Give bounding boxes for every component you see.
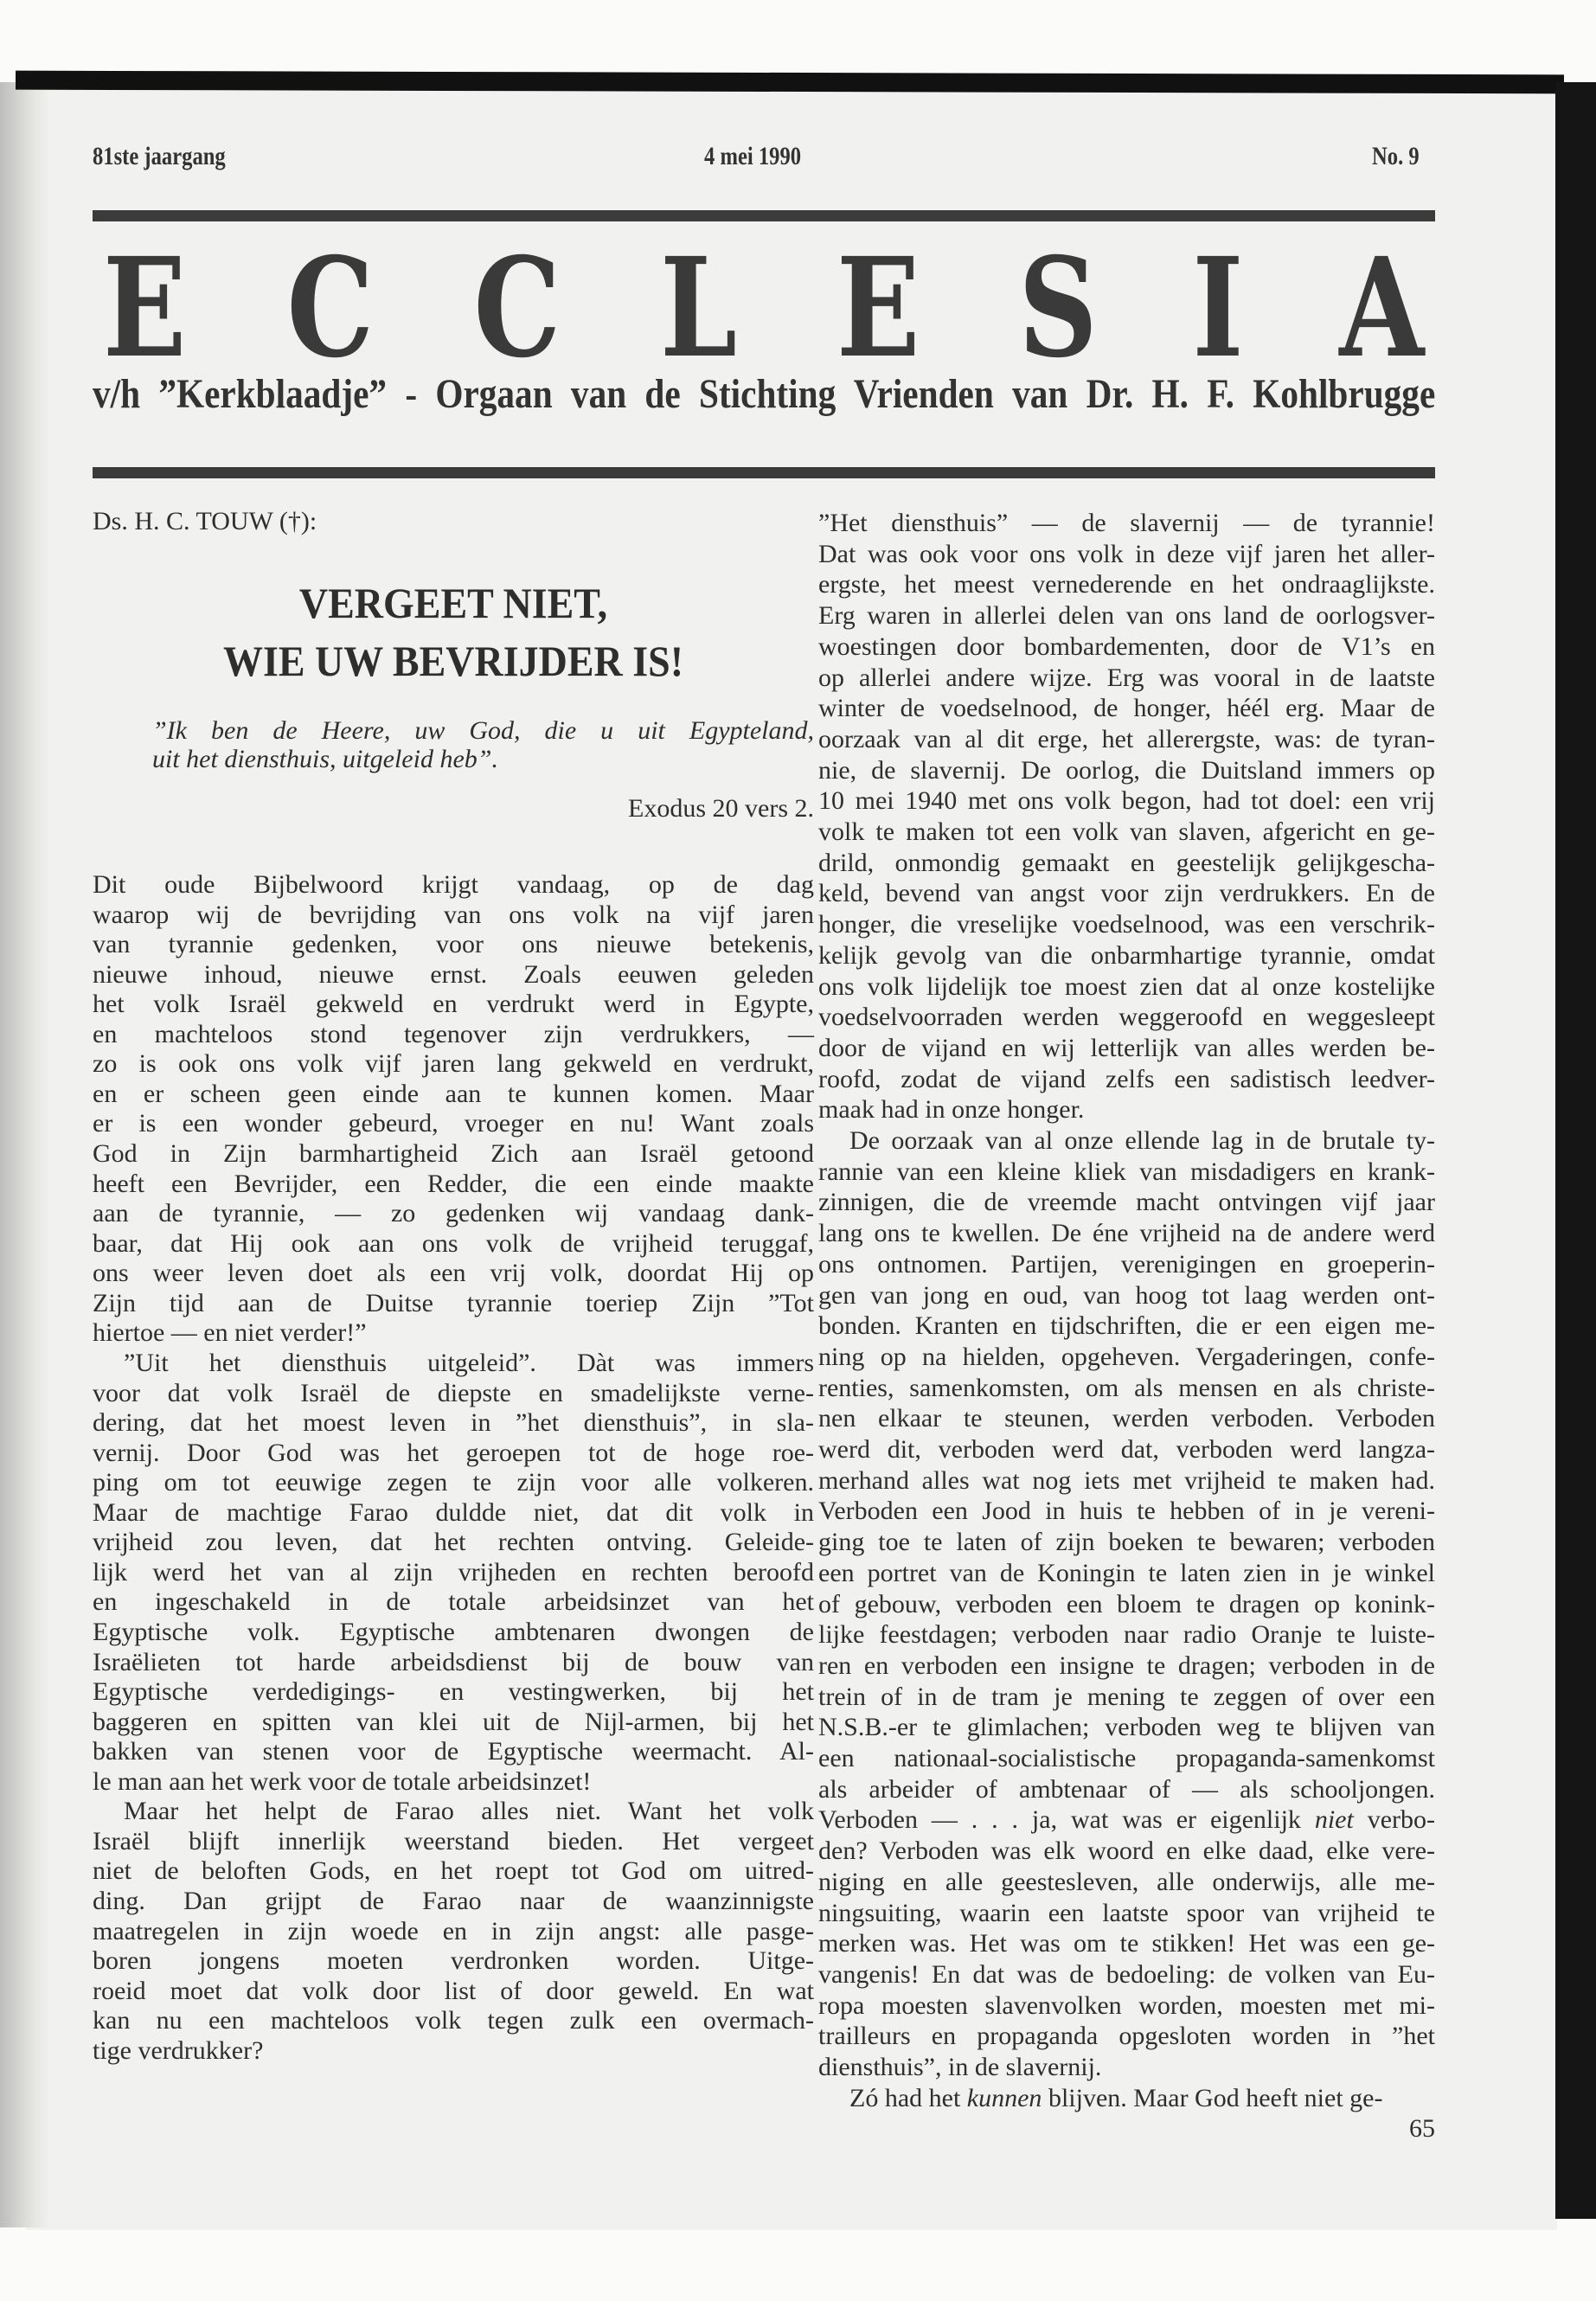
text-line: Verboden een Jood in huis te hebben of in je vereni- <box>818 1497 1435 1526</box>
text-line: le man aan het werk voor de totale arbeidsinzet! <box>93 1766 592 1796</box>
emphasis: niet <box>1314 1805 1354 1835</box>
text-line: boren jongens moeten verdronken worden. Uitge- <box>93 1946 814 1976</box>
text-line: ons weer leven doet als een vrij volk, doordat Hij op <box>93 1259 814 1288</box>
page-binding-edge <box>0 82 50 2227</box>
text-line: voor dat volk Israël de diepste en smadelijkste verne- <box>93 1378 814 1407</box>
text-line: niging en alle geestesleven, alle onderwijs, alle me- <box>818 1867 1435 1896</box>
scan-top-border <box>16 71 1564 94</box>
text-line: door de vijand en wij letterlijk van alles werden be- <box>818 1033 1435 1062</box>
text-line: dering, dat het moest leven in ”het diensthuis”, in sla- <box>93 1408 814 1438</box>
quote-source: Exodus 20 vers 2. <box>628 794 814 823</box>
text-line: roeid moet dat volk door list of door geweld. En wat <box>93 1976 814 2005</box>
text-segment: blijven. Maar God heeft niet ge- <box>1042 2083 1383 2112</box>
text-line: God in Zijn barmhartigheid Zich aan Israël getoond <box>93 1139 814 1169</box>
text-line: Dit oude Bijbelwoord krijgt vandaag, op de dag <box>93 870 814 899</box>
text-line: baar, dat Hij ook aan ons volk de vrijheid teruggaf, <box>93 1228 814 1258</box>
text-line: Israëlieten tot harde arbeidsdienst bij de bouw van <box>93 1647 814 1676</box>
header-rule <box>93 210 1435 221</box>
text-line: werd dit, verboden werd dat, verboden werd langza- <box>818 1435 1435 1464</box>
text-line: vangenis! En dat was de bedoeling: de volken van Eu- <box>818 1959 1435 1989</box>
text-line: ergste, het meest vernederende en het ondraaglijkste. <box>818 570 1435 599</box>
issue-number: No. 9 <box>1372 142 1420 170</box>
text-line: winter de voedselnood, de honger, héél erg. Maar de <box>818 694 1435 723</box>
text-line: drild, onmondig gemaakt en geestelijk gelijkgescha- <box>818 848 1435 877</box>
masthead-letter: E <box>103 228 187 388</box>
text-line: diensthuis”, in de slavernij. <box>818 2053 1102 2081</box>
masthead-letter: I <box>1192 228 1244 388</box>
text-line: N.S.B.-er te glimlachen; verboden weg te blijven van <box>818 1713 1435 1742</box>
text-line: volk te maken tot een volk van slaven, afgericht en ge- <box>818 817 1435 846</box>
text-line: ons volk lijdelijk toe moest zien dat al onze kostelijke <box>818 971 1435 1001</box>
text-line: en er scheen geen einde aan te kunnen komen. Maar <box>93 1079 814 1108</box>
text-line: Dat was ook voor ons volk in deze vijf jaren het aller- <box>818 539 1435 568</box>
text-line: vrijheid zou leven, dat het rechten ontving. Geleide- <box>93 1528 814 1557</box>
text-line: keld, bevend van angst voor zijn verdrukkers. En de <box>818 879 1435 908</box>
text-line: Maar de machtige Farao duldde niet, dat dit volk in <box>93 1497 814 1527</box>
text-line: trailleurs en propaganda opgesloten worden in ”het <box>818 2022 1435 2051</box>
text-line: voedselvoorraden werden weggeroofd en weggesleept <box>818 1003 1435 1032</box>
text-line: oorzaak van al dit erge, het allerergste, was: de tyran- <box>818 724 1435 753</box>
text-line: nie, de slavernij. De oorlog, die Duitsland immers op <box>818 755 1435 785</box>
masthead-letter: C <box>286 228 374 388</box>
text-line: honger, die vreselijke voedselnood, was een verschrik- <box>818 910 1435 939</box>
text-segment: verbo- <box>1353 1805 1436 1835</box>
text-line: roofd, zodat de vijand zelfs een sadistisch leedver- <box>818 1064 1435 1093</box>
text-line: Egyptische verdedigings- en vestingwerken, bij het <box>93 1677 814 1707</box>
text-line <box>849 2084 1435 2113</box>
text-line: het volk Israël gekweld en verdrukt werd in Egypte, <box>93 990 814 1019</box>
author-byline: Ds. H. C. TOUW (†): <box>93 507 317 535</box>
masthead-letter: E <box>836 228 920 388</box>
text-line: lang ons te kwellen. De éne vrijheid na de andere werd <box>818 1219 1435 1248</box>
issue-date: 4 mei 1990 <box>704 142 802 170</box>
text-line: kelijk gevolg van die onbarmhartige tyrannie, omdat <box>818 940 1435 970</box>
text-line: vernij. Door God was het geroepen tot de hoge roe- <box>93 1438 814 1467</box>
volume-label: 81ste jaargang <box>93 142 226 170</box>
bible-quote <box>152 716 814 773</box>
text-line: kan nu een machteloos volk tegen zulk een overmach- <box>93 2006 814 2035</box>
text-line: Erg waren in allerlei delen van ons land de oorlogsver- <box>818 601 1435 631</box>
text-line: aan de tyrannie, — zo gedenken wij vandaag dank- <box>93 1199 814 1228</box>
text-line: tige verdrukker? <box>93 2035 264 2065</box>
quote-line: uit het diensthuis, uitgeleid heb”. <box>152 745 498 773</box>
text-line: merken was. Het was om te stikken! Het was een ge- <box>818 1929 1435 1958</box>
text-line: Zijn tijd aan de Duitse tyrannie toeriep Zijn ”Tot <box>93 1288 814 1317</box>
text-line: zinnigen, die de vreemde macht ontvingen vijf jaar <box>818 1188 1435 1217</box>
quote-line: ”Ik ben de Heere, uw God, die u uit Egypteland, <box>152 716 814 745</box>
text-line: woestingen door bombardementen, door de V1’s en <box>818 631 1435 661</box>
text-line: een nationaal-socialistische propaganda-samenkomst <box>818 1744 1435 1772</box>
text-line: ren en verboden een insigne te dragen; verboden in de <box>818 1650 1435 1680</box>
text-line: zo is ook ons volk vijf jaren lang gekweld en verdrukt, <box>93 1049 814 1079</box>
text-line: ping om tot eeuwige zegen te zijn voor alle volkeren. <box>93 1468 814 1497</box>
text-line: trein of in de tram je mening te zeggen of over een <box>818 1682 1435 1711</box>
masthead-letter: A <box>1339 228 1425 388</box>
text-line: bakken van stenen voor de Egyptische weermacht. Al- <box>93 1737 814 1766</box>
text-line: ding. Dan grijpt de Farao naar de waanzinnigste <box>93 1887 814 1916</box>
scan-right-border <box>1555 82 1596 2219</box>
masthead-letter: L <box>660 228 738 388</box>
text-line: en ingeschakeld in de totale arbeidsinzet van het <box>93 1587 814 1617</box>
text-segment: Zó had het <box>849 2083 967 2112</box>
subtitle-text: v/h ”Kerkblaadje” - Orgaan van de Stichting Vrienden van Dr. H. F. Kohlbrugge <box>93 371 1436 417</box>
text-line: bonden. Kranten en tijdschriften, die er een eigen me- <box>818 1311 1435 1341</box>
text-line: maatregelen in zijn woede en in zijn angst: alle pasge- <box>93 1916 814 1945</box>
text-line: Egyptische volk. Egyptische ambtenaren dwongen de <box>93 1618 814 1646</box>
text-line: hiertoe — en niet verder!” <box>93 1318 367 1348</box>
masthead-title <box>93 228 1435 388</box>
text-line: ning op na hielden, opgeheven. Vergaderingen, confe- <box>818 1342 1435 1371</box>
text-line: ons ontnomen. Partijen, verenigingen en groeperin- <box>818 1249 1435 1279</box>
text-line: den? Verboden was elk woord en elke daad, elke vere- <box>818 1836 1435 1866</box>
article-heading-line2: WIE UW BEVRIJDER IS! <box>222 637 684 685</box>
text-line: niet de beloften Gods, en het roept tot God om uitred- <box>93 1856 814 1886</box>
text-line: nen elkaar te steunen, werden verboden. Verboden <box>818 1404 1435 1433</box>
text-line: 10 mei 1940 met ons volk begon, had tot doel: een vrij <box>818 786 1435 816</box>
text-line: Israël blijft innerlijk weerstand bieden. Het vergeet <box>93 1826 814 1856</box>
text-line: een portret van de Koningin te laten zien in je winkel <box>818 1558 1435 1587</box>
masthead-letter: C <box>474 228 561 388</box>
text-line: lijke feestdagen; verboden naar radio Oranje te luiste- <box>818 1620 1435 1650</box>
masthead-rule <box>93 467 1435 478</box>
text-segment: Verboden — . . . ja, wat was er eigenlijk <box>818 1805 1315 1835</box>
text-line: gen van jong en oud, van hoog tot laag werden ont- <box>818 1280 1435 1310</box>
text-line: ”Het diensthuis” — de slavernij — de tyrannie! <box>818 509 1435 537</box>
text-line: waarop wij de bevrijding van ons volk na vijf jaren <box>93 900 814 929</box>
text-line <box>818 1805 1435 1835</box>
text-line: baggeren en spitten van klei uit de Nijl-armen, bij het <box>93 1707 814 1736</box>
text-line: ropa moesten slavenvolken worden, moesten met mi- <box>818 1990 1435 2020</box>
article-heading-line1: VERGEET NIET, <box>298 579 608 627</box>
text-line: van tyrannie gedenken, voor ons nieuwe betekenis, <box>93 930 814 959</box>
text-line: ”Uit het diensthuis uitgeleid”. Dàt was immers <box>124 1348 814 1377</box>
text-line: ging toe te laten of zijn boeken te bewaren; verboden <box>818 1528 1435 1557</box>
text-line: renties, samenkomsten, om als mensen en als christe- <box>818 1373 1435 1402</box>
emphasis: kunnen <box>966 2083 1042 2112</box>
text-line: De oorzaak van al onze ellende lag in de brutale ty- <box>849 1126 1435 1155</box>
text-line: maak had in onze honger. <box>818 1095 1085 1125</box>
masthead-subtitle <box>93 370 1435 419</box>
text-line: als arbeider of ambtenaar of — als schooljongen. <box>818 1774 1435 1804</box>
text-line: merhand alles wat nog iets met vrijheid te maken had. <box>818 1465 1435 1495</box>
masthead-letter: S <box>1018 228 1098 388</box>
text-line: nieuwe inhoud, nieuwe ernst. Zoals eeuwen geleden <box>93 959 814 989</box>
page-number: 65 <box>1409 2114 1435 2143</box>
text-line: en machteloos stond tegenover zijn verdrukkers, — <box>93 1019 814 1048</box>
text-line: rannie van een kleine kliek van misdadigers en krank- <box>818 1157 1435 1186</box>
text-line: Maar het helpt de Farao alles niet. Want het volk <box>124 1797 814 1826</box>
text-line: er is een wonder gebeurd, vroeger en nu! Want zoals <box>93 1109 814 1138</box>
text-line: of gebouw, verboden een bloem te dragen op konink- <box>818 1589 1435 1618</box>
text-line: ningsuiting, waarin een laatste spoor van vrijheid te <box>818 1898 1435 1927</box>
text-line: lijk werd het van al zijn vrijheden en rechten beroofd <box>93 1557 814 1586</box>
text-line: heeft een Bevrijder, een Redder, die een einde maakte <box>93 1169 814 1198</box>
text-line: op allerlei andere wijze. Erg was vooral in de laatste <box>818 663 1435 692</box>
